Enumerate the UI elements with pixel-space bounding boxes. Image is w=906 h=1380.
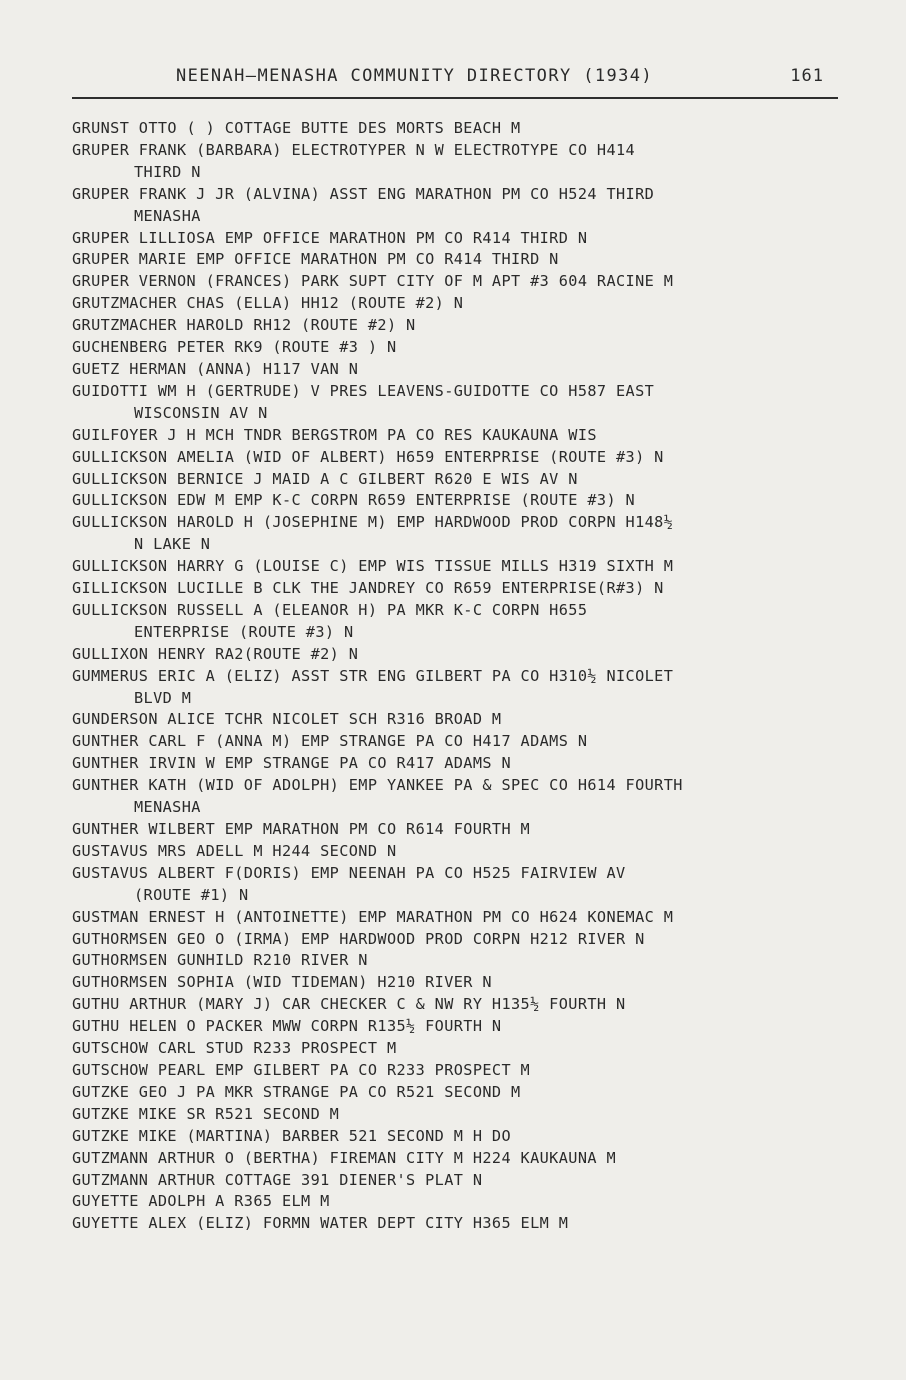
- directory-entry-continuation: (ROUTE #1) N: [134, 885, 249, 904]
- page-number: 161: [790, 66, 824, 86]
- directory-entry: GULLIXON HENRY RA2(ROUTE #2) N: [72, 644, 359, 663]
- directory-entries: [72, 118, 872, 1235]
- directory-entry: GRUTZMACHER CHAS (ELLA) HH12 (ROUTE #2) N: [72, 294, 464, 313]
- directory-entry: GUETZ HERMAN (ANNA) H117 VAN N: [72, 359, 359, 378]
- directory-entry: GUTZKE MIKE (MARTINA) BARBER 521 SECOND M H DO: [72, 1126, 512, 1145]
- page-header: [72, 64, 842, 94]
- directory-entry: GUTSCHOW PEARL EMP GILBERT PA CO R233 PROSPECT M: [72, 1060, 531, 1079]
- directory-entry-continuation: THIRD N: [134, 162, 201, 181]
- directory-entry: GULLICKSON BERNICE J MAID A C GILBERT R620 E WIS AV N: [72, 469, 578, 488]
- directory-entry: GRUNST OTTO ( ) COTTAGE BUTTE DES MORTS BEACH M: [72, 119, 521, 137]
- directory-entry: GULLICKSON HAROLD H (JOSEPHINE M) EMP HARDWOOD PROD CORPN H148½: [72, 513, 674, 532]
- directory-entry: GUYETTE ADOLPH A R365 ELM M: [72, 1192, 330, 1211]
- directory-entry: GUYETTE ALEX (ELIZ) FORMN WATER DEPT CITY H365 ELM M: [72, 1214, 569, 1233]
- directory-entry: GUSTAVUS MRS ADELL M H244 SECOND N: [72, 841, 397, 860]
- directory-entry: GUTZMANN ARTHUR COTTAGE 391 DIENER'S PLAT N: [72, 1170, 483, 1189]
- directory-entry: GRUPER VERNON (FRANCES) PARK SUPT CITY OF M APT #3 604 RACINE M: [72, 272, 674, 291]
- page-title: NEENAH–MENASHA COMMUNITY DIRECTORY (1934): [176, 66, 654, 86]
- directory-entry: GUIDOTTI WM H (GERTRUDE) V PRES LEAVENS-GUIDOTTE CO H587 EAST: [72, 381, 655, 400]
- directory-entry: GUTSCHOW CARL STUD R233 PROSPECT M: [72, 1039, 397, 1058]
- directory-entry: GUSTMAN ERNEST H (ANTOINETTE) EMP MARATHON PM CO H624 KONEMAC M: [72, 907, 674, 926]
- directory-entry: GRUPER LILLIOSA EMP OFFICE MARATHON PM CO R414 THIRD N: [72, 228, 588, 247]
- directory-entry: GRUPER FRANK (BARBARA) ELECTROTYPER N W ELECTROTYPE CO H414: [72, 140, 636, 159]
- directory-entry: GUNDERSON ALICE TCHR NICOLET SCH R316 BROAD M: [72, 710, 502, 729]
- directory-entry: GUSTAVUS ALBERT F(DORIS) EMP NEENAH PA CO H525 FAIRVIEW AV: [72, 863, 626, 882]
- header-rule: [72, 97, 838, 99]
- directory-entry-continuation: WISCONSIN AV N: [134, 403, 268, 422]
- directory-entry: GUTHU ARTHUR (MARY J) CAR CHECKER C & NW RY H135½ FOURTH N: [72, 995, 626, 1014]
- directory-entry: GULLICKSON EDW M EMP K-C CORPN R659 ENTERPRISE (ROUTE #3) N: [72, 491, 636, 510]
- directory-entry: GUNTHER WILBERT EMP MARATHON PM CO R614 FOURTH M: [72, 820, 531, 838]
- directory-entry: GILLICKSON LUCILLE B CLK THE JANDREY CO R659 ENTERPRISE(R#3) N: [72, 579, 664, 598]
- directory-entry: GULLICKSON HARRY G (LOUISE C) EMP WIS TISSUE MILLS H319 SIXTH M: [72, 557, 674, 576]
- directory-entry: GULLICKSON RUSSELL A (ELEANOR H) PA MKR K-C CORPN H655: [72, 600, 588, 619]
- directory-entry: GUNTHER CARL F (ANNA M) EMP STRANGE PA CO H417 ADAMS N: [72, 732, 588, 751]
- directory-entry: GRUPER FRANK J JR (ALVINA) ASST ENG MARATHON PM CO H524 THIRD: [72, 184, 655, 203]
- directory-entry: GUMMERUS ERIC A (ELIZ) ASST STR ENG GILBERT PA CO H310½ NICOLET: [72, 666, 674, 685]
- directory-entry: GUTZMANN ARTHUR O (BERTHA) FIREMAN CITY M H224 KAUKAUNA M: [72, 1148, 616, 1167]
- directory-entry-continuation: MENASHA: [134, 798, 201, 817]
- directory-entry: GUTHU HELEN O PACKER MWW CORPN R135½ FOURTH N: [72, 1017, 502, 1036]
- directory-entry-continuation: ENTERPRISE (ROUTE #3) N: [134, 622, 354, 641]
- directory-entry-continuation: N LAKE N: [134, 535, 211, 554]
- directory-entry: GUTZKE GEO J PA MKR STRANGE PA CO R521 SECOND M: [72, 1082, 521, 1101]
- directory-entry: GUTZKE MIKE SR R521 SECOND M: [72, 1104, 340, 1123]
- directory-entry: GUNTHER IRVIN W EMP STRANGE PA CO R417 ADAMS N: [72, 754, 512, 773]
- directory-entry: GUCHENBERG PETER RK9 (ROUTE #3 ) N: [72, 338, 397, 357]
- directory-entry: GUTHORMSEN GUNHILD R210 RIVER N: [72, 951, 368, 970]
- directory-entry-continuation: BLVD M: [134, 688, 192, 707]
- directory-entry: GULLICKSON AMELIA (WID OF ALBERT) H659 ENTERPRISE (ROUTE #3) N: [72, 447, 664, 466]
- directory-entry: GUTHORMSEN GEO O (IRMA) EMP HARDWOOD PROD CORPN H212 RIVER N: [72, 929, 645, 948]
- directory-entry-continuation: MENASHA: [134, 206, 201, 225]
- directory-entry: GUTHORMSEN SOPHIA (WID TIDEMAN) H210 RIVER N: [72, 973, 492, 992]
- directory-entry: GRUTZMACHER HAROLD RH12 (ROUTE #2) N: [72, 316, 416, 335]
- directory-entry: GUNTHER KATH (WID OF ADOLPH) EMP YANKEE PA & SPEC CO H614 FOURTH: [72, 776, 683, 795]
- directory-entry: GRUPER MARIE EMP OFFICE MARATHON PM CO R414 THIRD N: [72, 250, 559, 269]
- directory-entry: GUILFOYER J H MCH TNDR BERGSTROM PA CO RES KAUKAUNA WIS: [72, 425, 597, 444]
